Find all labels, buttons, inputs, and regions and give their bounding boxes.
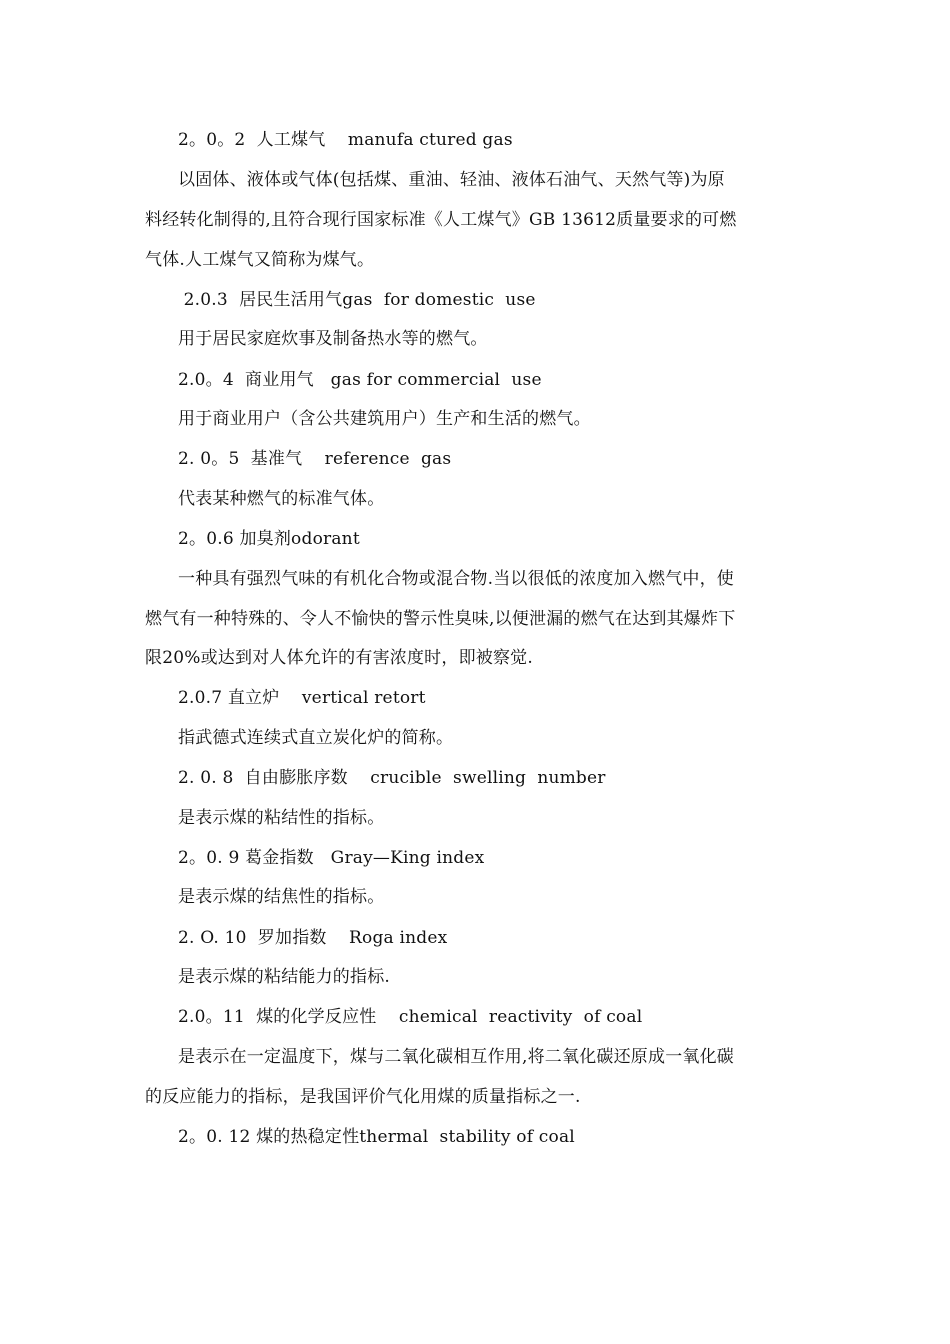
- term-heading-2-0-3: 2.0.3 居民生活用气gas for domestic use: [178, 290, 536, 310]
- term-heading-2-0-6: 2。0.6 加臭剂odorant: [178, 529, 360, 549]
- term-heading-2-0-4: 2.0。4 商业用气 gas for commercial use: [178, 370, 542, 390]
- definition-line: 以固体、液体或气体(包括煤、重油、轻油、液体石油气、天然气等)为原: [178, 170, 725, 190]
- definition-line: 是表示煤的粘结能力的指标.: [178, 967, 391, 987]
- definition-line: 是表示在一定温度下，煤与二氧化碳相互作用,将二氧化碳还原成一氧化碳: [178, 1047, 735, 1067]
- definition-line: 用于商业用户（含公共建筑用户）生产和生活的燃气。: [178, 409, 591, 429]
- term-heading-2-0-7: 2.0.7 直立炉 vertical retort: [178, 688, 426, 708]
- definition-line: 是表示煤的结焦性的指标。: [178, 887, 385, 907]
- term-heading-2-0-9: 2。0. 9 葛金指数 Gray—King index: [178, 848, 485, 868]
- definition-line: 代表某种燃气的标准气体。: [178, 489, 385, 509]
- term-heading-2-0-2: 2。0。2 人工煤气 manufa ctured gas: [178, 130, 513, 150]
- term-heading-2-0-10: 2. O. 10 罗加指数 Roga index: [178, 928, 448, 948]
- term-heading-2-0-5: 2. 0。5 基准气 reference gas: [178, 449, 452, 469]
- definition-line: 用于居民家庭炊事及制备热水等的燃气。: [178, 329, 488, 349]
- definition-line: 燃气有一种特殊的、令人不愉快的警示性臭味,以便泄漏的燃气在达到其爆炸下: [145, 609, 736, 629]
- definition-line: 气体.人工煤气又简称为煤气。: [145, 250, 375, 270]
- definition-line: 的反应能力的指标，是我国评价气化用煤的质量指标之一.: [145, 1087, 581, 1107]
- definition-line: 是表示煤的粘结性的指标。: [178, 808, 385, 828]
- definition-line: 料经转化制得的,且符合现行国家标准《人工煤气》GB 13612质量要求的可燃: [145, 210, 737, 230]
- definition-line: 限20%或达到对人体允许的有害浓度时，即被察觉.: [145, 648, 533, 668]
- term-heading-2-0-8: 2. 0. 8 自由膨胀序数 crucible swelling number: [178, 768, 606, 788]
- definition-line: 一种具有强烈气味的有机化合物或混合物.当以很低的浓度加入燃气中，使: [178, 569, 735, 589]
- term-heading-2-0-11: 2.0。11 煤的化学反应性 chemical reactivity of coal: [178, 1007, 643, 1027]
- term-heading-2-0-12: 2。0. 12 煤的热稳定性thermal stability of coal: [178, 1127, 575, 1147]
- definition-line: 指武德式连续式直立炭化炉的简称。: [178, 728, 454, 748]
